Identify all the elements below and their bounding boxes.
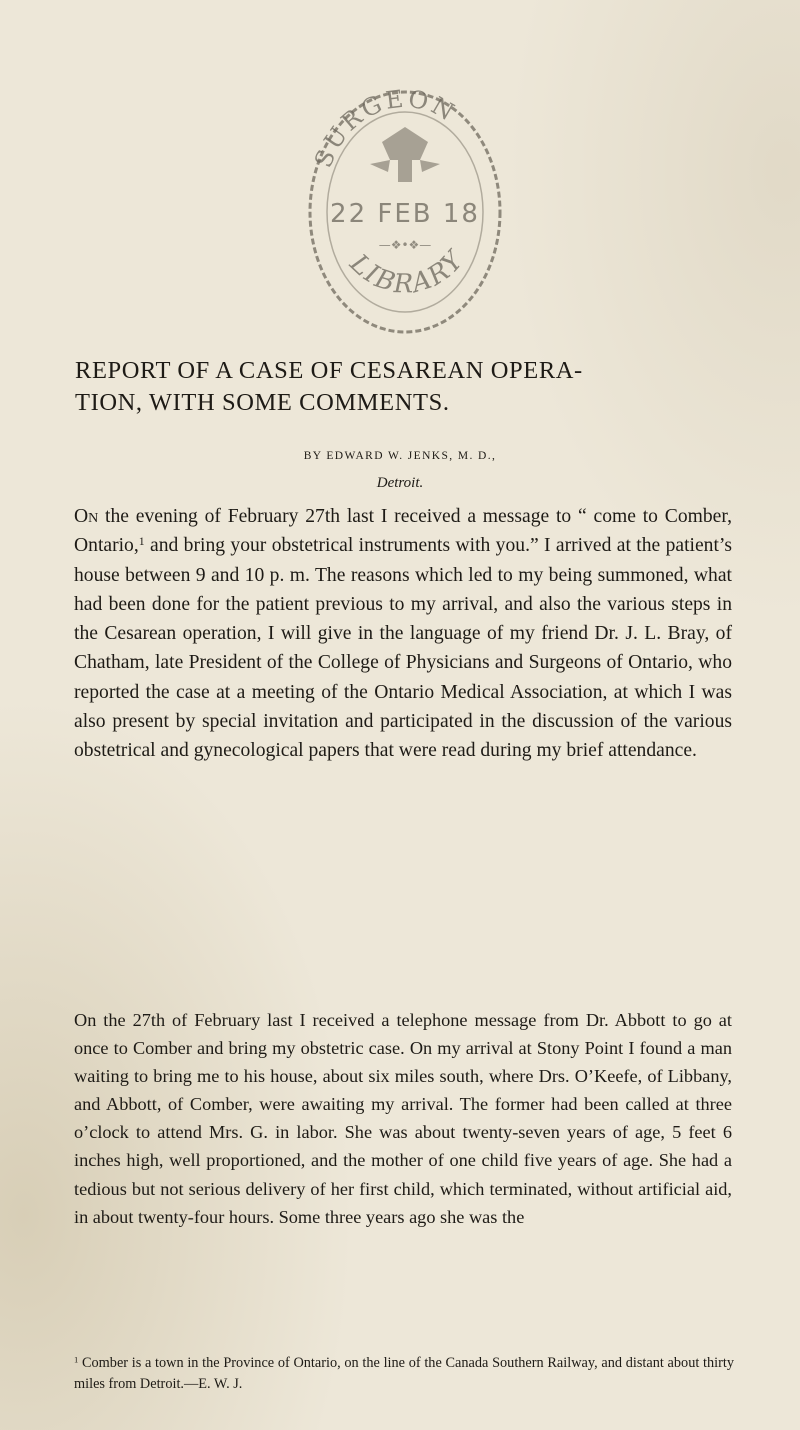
svg-text:SURGEON (309, 84, 461, 171)
title-line-1: REPORT OF A CASE OF CESAREAN OPERA- (75, 357, 583, 384)
stamp-ornament-icon: —❖•❖— (378, 238, 432, 252)
footnote-ref-marker: 1 (138, 535, 145, 549)
title-line-2: TION, WITH SOME COMMENTS. (75, 389, 450, 416)
footnote-text: Comber is a town in the Province of Ontario, on the line of the Canada Southern Railway, and distant about thirty miles from Detroit.—E. W. J. (74, 1355, 734, 1392)
stamp-date: 22 FEB 18 (330, 199, 480, 229)
paragraph-1 (74, 502, 732, 766)
footnote (74, 1353, 734, 1395)
paragraph-1-text-b: and bring your obstetrical instruments with you.” I arrived at the patient’s house between 9 and 10 p. m. The reasons which led to my being summoned, what had been done for the patient previous to my arrival, and also the various steps in the Cesarean operation, I will give in the language of my friend Dr. J. L. Bray, of Chatham, late President of the College of Physicians and Surgeons of Ontario, who reported the case at a meeting of the Ontario Medical Association, at which I was also present by special invitation and participated in the discussion of the various obstetrical and gynecological papers that were read during my brief attendance. (74, 535, 732, 762)
author-location: Detroit. (376, 475, 424, 491)
article-title (75, 355, 735, 419)
paragraph-1-text-a: the evening of February 27th last I received a message to “ come to Comber, Ontario, (74, 506, 732, 557)
stamp-top-text: SURGEON (309, 84, 462, 172)
library-stamp (290, 52, 520, 352)
paragraph-1-lead: On (74, 506, 99, 527)
author-byline: BY EDWARD W. JENKS, M. D., (303, 450, 497, 462)
paragraph-2: On the 27th of February last I received a telephone message from Dr. Abbott to go at once to Comber and bring my obstetric case. On my arrival at Stony Point I found a man waiting to bring me to his house, about six miles south, where Drs. O’Keefe, of Libbany, and Abbott, of Comber, were awaiting my arrival. The former had been called at three o’clock to attend Mrs. G. in labor. She was about twenty-seven years of age, 5 feet 6 inches high, well proportioned, and the mother of one child five years of age. She had a tedious but not serious delivery of her first child, which terminated, without artificial aid, in about twenty-four hours. Some three years ago she was the (74, 1010, 732, 1227)
eagle-emblem-icon (370, 127, 440, 182)
stamp-bottom-text: LIBRARY (343, 244, 471, 300)
footnote-marker: 1 (74, 1354, 79, 1365)
